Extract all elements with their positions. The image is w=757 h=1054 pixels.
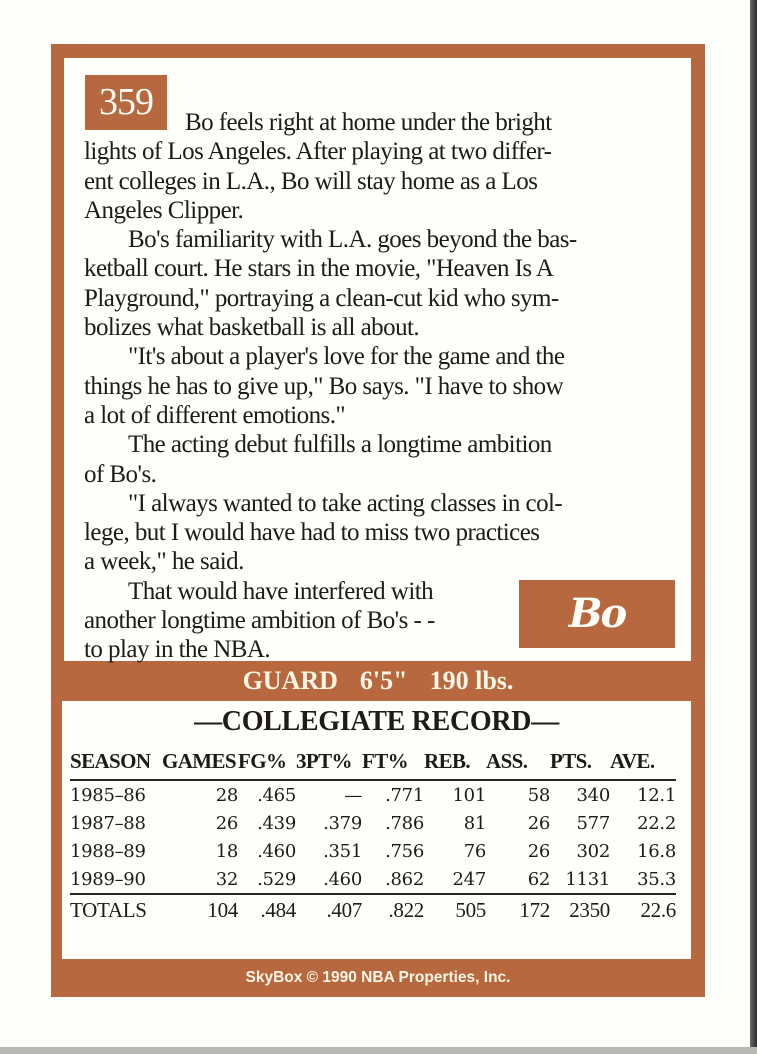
cell-ave: 22.6 [640, 897, 676, 922]
column-header: REB. [424, 743, 486, 780]
bio-line: to play in the NBA. [84, 636, 271, 664]
cell-fg-pct: .529 [238, 865, 296, 894]
scan-edge-right [750, 0, 757, 1054]
bio-line: Playground," portraying a clean-cut kid who sym- [84, 284, 559, 312]
bio-line: ketball court. He stars in the movie, "Heaven Is A [84, 255, 554, 283]
cell-pts: 302 [576, 840, 610, 862]
column-header: FG% [238, 743, 296, 780]
cell-games: 26 [215, 812, 238, 834]
table-row [70, 865, 676, 894]
cell-ast: 26 [527, 840, 550, 862]
cell-pts: 340 [576, 784, 610, 806]
cell-fg-pct: .439 [257, 812, 296, 834]
bio-panel [64, 58, 691, 664]
bio-line: Bo feels right at home under the bright [185, 109, 552, 136]
cell-pts: 2350 [569, 897, 610, 922]
cell-totals-label: TOTALS [70, 897, 147, 922]
player-position: GUARD [242, 666, 338, 695]
cell-ast: 62 [486, 865, 550, 894]
record-title: —COLLEGIATE RECORD— [194, 706, 559, 737]
cell-reb: 76 [463, 840, 486, 862]
cell-3pt-pct: .407 [326, 897, 362, 922]
bio-line: things he has to give up," Bo says. "I have to show [84, 372, 564, 400]
bio-line: Angeles Clipper. [84, 196, 244, 224]
column-header: GAMES [162, 743, 238, 780]
cell-3pt-pct: .351 [323, 840, 362, 862]
bio-line: The acting debut fulfills a longtime ambition [128, 431, 552, 459]
cell-ft-pct: .786 [385, 812, 424, 834]
cell-season: 1988–89 [70, 840, 146, 862]
cell-games: 28 [215, 784, 238, 806]
cell-games: 104 [207, 897, 238, 922]
cell-fg-pct: .465 [257, 784, 296, 806]
bio-line: bolizes what basketball is all about. [84, 314, 420, 342]
column-header: ASS. [486, 743, 550, 780]
copyright-footer: SkyBox © 1990 NBA Properties, Inc. [245, 969, 511, 986]
cell-games: 18 [215, 840, 238, 862]
cell-pts: 577 [576, 812, 610, 834]
player-height: 6'5" [359, 666, 408, 695]
cell-3pt-pct: .379 [323, 812, 362, 834]
cell-fg-pct: .460 [257, 840, 296, 862]
cell-ave: 12.1 [637, 784, 676, 806]
cell-pts: 1131 [550, 865, 610, 894]
cell-ft-pct: .771 [385, 784, 424, 806]
cell-reb: 505 [455, 897, 486, 922]
totals-row [70, 894, 676, 925]
cell-3pt-pct: — [344, 784, 362, 806]
nickname-badge [519, 580, 675, 648]
column-header: FT% [362, 743, 424, 780]
column-header: PTS. [550, 743, 610, 780]
cell-ave: 22.2 [637, 812, 676, 834]
column-header: SEASON [70, 743, 162, 780]
cell-ast: 172 [519, 897, 550, 922]
scan-edge-bottom [0, 1047, 757, 1054]
player-vitals-band [51, 661, 705, 701]
table-row [70, 837, 676, 865]
table-row [70, 809, 676, 837]
bio-line: a week," he said. [84, 548, 244, 576]
collegiate-record-table [70, 743, 676, 925]
card-back-frame [51, 44, 705, 997]
cell-ft-pct: .756 [385, 840, 424, 862]
bio-line: "It's about a player's love for the game and the [128, 343, 565, 371]
card-number-badge: 359 [85, 75, 167, 130]
cell-reb: 81 [463, 812, 486, 834]
player-weight: 190 lbs. [429, 666, 514, 695]
stats-panel [62, 701, 691, 959]
bio-line: "I always wanted to take acting classes in col- [128, 489, 563, 517]
cell-fg-pct: .484 [260, 897, 296, 922]
cell-reb: 247 [424, 865, 486, 894]
cell-season: 1989–90 [70, 865, 162, 894]
column-header: 3PT% [296, 743, 362, 780]
cell-ast: 58 [527, 784, 550, 806]
table-header-row [70, 743, 676, 780]
bio-line: lights of Los Angeles. After playing at two differ- [84, 138, 552, 166]
cell-season: 1985–86 [70, 784, 146, 806]
bio-line: Bo's familiarity with L.A. goes beyond the bas- [128, 226, 577, 254]
cell-games: 32 [162, 865, 238, 894]
bio-line: another longtime ambition of Bo's - - [84, 607, 435, 635]
cell-ft-pct: .822 [388, 897, 424, 922]
bio-line: That would have interfered with [128, 577, 434, 605]
bio-line: a lot of different emotions." [84, 401, 346, 429]
cell-ast: 26 [527, 812, 550, 834]
bio-line: ent colleges in L.A., Bo will stay home as a Los [84, 167, 538, 195]
table-row [70, 780, 676, 809]
cell-ft-pct: .862 [362, 865, 424, 894]
cell-ave: 35.3 [610, 865, 676, 894]
cell-ave: 16.8 [637, 840, 676, 862]
bio-line: lege, but I would have had to miss two practices [84, 519, 540, 547]
cell-reb: 101 [452, 784, 486, 806]
column-header: AVE. [610, 743, 676, 780]
nickname-script: Bo [568, 590, 626, 637]
bio-line: of Bo's. [84, 460, 157, 488]
cell-season: 1987–88 [70, 812, 146, 834]
cell-3pt-pct: .460 [296, 865, 362, 894]
